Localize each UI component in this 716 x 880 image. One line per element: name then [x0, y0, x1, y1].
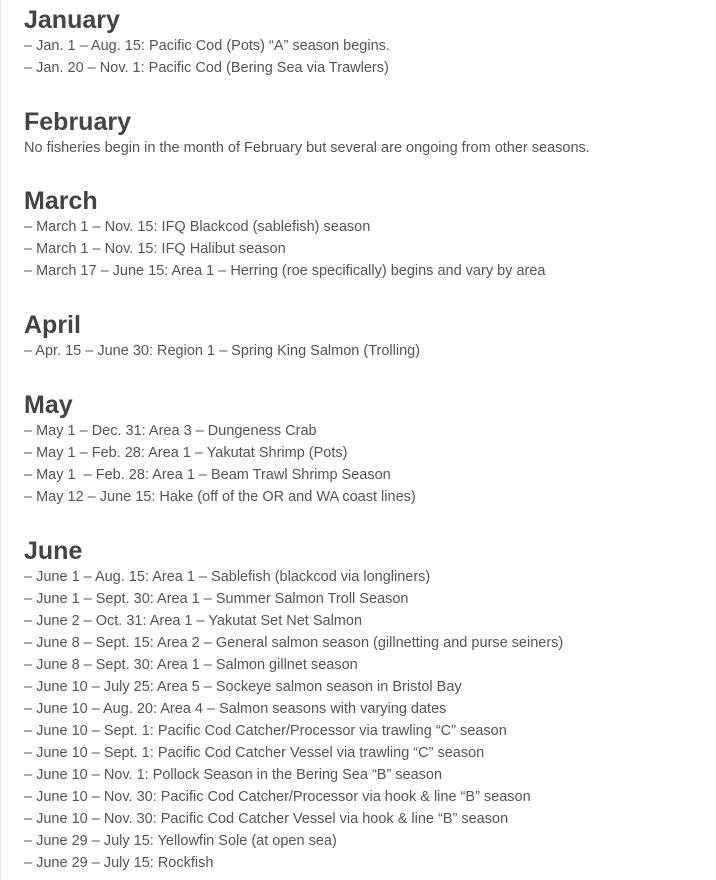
list-item: – June 10 – Sept. 1: Pacific Cod Catcher/Processor via trawling “C” season	[24, 723, 507, 739]
content-left-border	[0, 0, 1, 880]
list-item: – June 1 – Aug. 15: Area 1 – Sablefish (blackcod via longliners)	[24, 569, 431, 585]
section-april	[24, 310, 420, 362]
section-march	[24, 186, 545, 282]
list-item: – June 10 – July 25: Area 5 – Sockeye salmon season in Bristol Bay	[24, 679, 462, 695]
month-heading-march: March	[24, 187, 98, 215]
list-item: – March 17 – June 15: Area 1 – Herring (roe specifically) begins and vary by area	[24, 263, 546, 279]
month-note: No fisheries begin in the month of February but several are ongoing from other seasons.	[24, 140, 590, 156]
list-item: – June 29 – July 15: Yellowfin Sole (at open sea)	[24, 833, 337, 849]
list-item: – June 10 – Nov. 30: Pacific Cod Catcher Vessel via hook & line “B” season	[24, 811, 509, 827]
list-item: – Apr. 15 – June 30: Region 1 – Spring King Salmon (Trolling)	[24, 343, 421, 359]
entry-list-march	[24, 216, 545, 282]
list-item: – June 8 – Sept. 15: Area 2 – General salmon season (gillnetting and purse seiners)	[24, 635, 564, 651]
section-june	[24, 536, 563, 874]
list-item: – May 1 – Feb. 28: Area 1 – Beam Trawl Shrimp Season	[24, 467, 391, 483]
entry-list-april	[24, 340, 420, 362]
list-item: – June 10 – Nov. 1: Pollock Season in the Bering Sea “B” season	[24, 767, 443, 783]
list-item: – Jan. 20 – Nov. 1: Pacific Cod (Bering Sea via Trawlers)	[24, 60, 389, 76]
list-item: – March 1 – Nov. 15: IFQ Halibut season	[24, 241, 286, 257]
list-item: – Jan. 1 – Aug. 15: Pacific Cod (Pots) “A” season begins.	[24, 38, 390, 54]
month-heading-january: January	[24, 6, 120, 34]
month-heading-may: May	[24, 391, 73, 419]
list-item: – May 1 – Feb. 28: Area 1 – Yakutat Shrimp (Pots)	[24, 445, 348, 461]
section-february	[24, 107, 590, 159]
section-may	[24, 390, 416, 508]
month-heading-april: April	[24, 311, 81, 339]
list-item: – June 2 – Oct. 31: Area 1 – Yakutat Set Net Salmon	[24, 613, 363, 629]
entry-list-january	[24, 35, 390, 79]
entry-list-june	[24, 566, 563, 874]
list-item: – March 1 – Nov. 15: IFQ Blackcod (sablefish) season	[24, 219, 371, 235]
list-item: – June 1 – Sept. 30: Area 1 – Summer Salmon Troll Season	[24, 591, 409, 607]
list-item: – June 29 – July 15: Rockfish	[24, 855, 214, 871]
list-item: – May 1 – Dec. 31: Area 3 – Dungeness Crab	[24, 423, 317, 439]
entry-list-may	[24, 420, 416, 508]
section-january	[24, 5, 390, 79]
list-item: – June 10 – Nov. 30: Pacific Cod Catcher/Processor via hook & line “B” season	[24, 789, 531, 805]
month-heading-february: February	[24, 108, 131, 136]
list-item: – May 12 – June 15: Hake (off of the OR and WA coast lines)	[24, 489, 416, 505]
list-item: – June 10 – Aug. 20: Area 4 – Salmon seasons with varying dates	[24, 701, 447, 717]
list-item: – June 10 – Sept. 1: Pacific Cod Catcher Vessel via trawling “C” season	[24, 745, 485, 761]
list-item: – June 8 – Sept. 30: Area 1 – Salmon gillnet season	[24, 657, 358, 673]
month-heading-june: June	[24, 537, 83, 565]
